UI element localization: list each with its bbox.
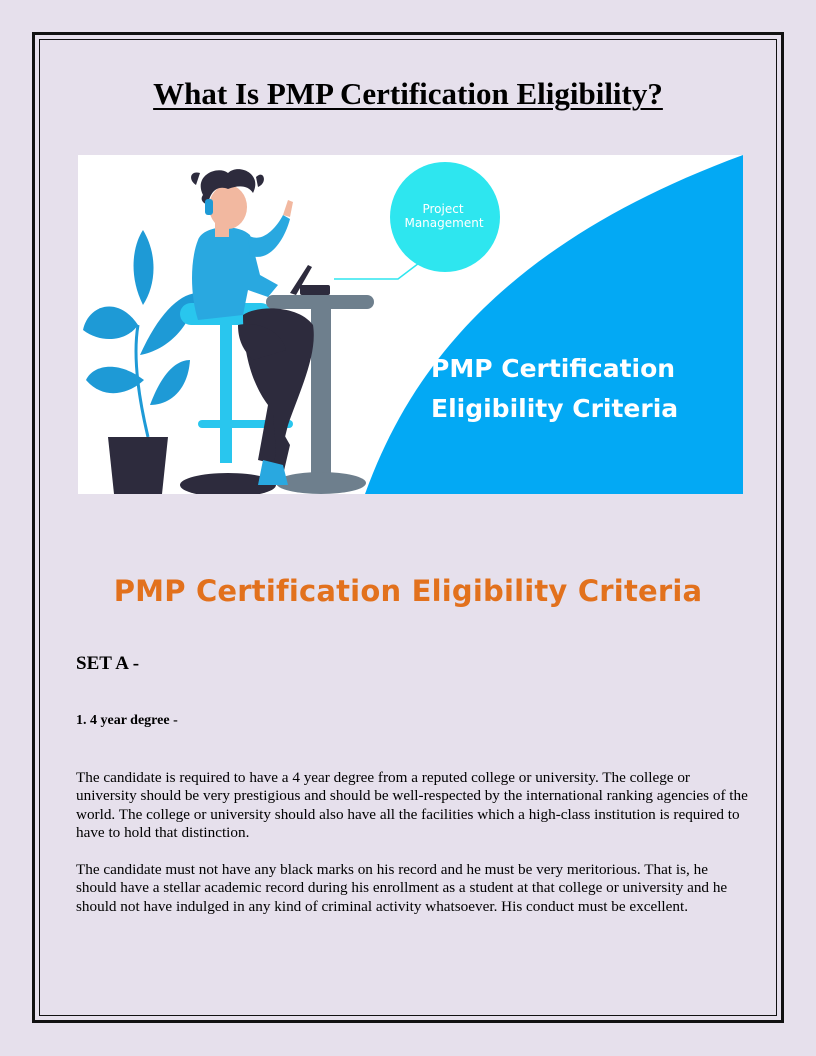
set-label: SET A - — [76, 653, 140, 674]
section-heading: PMP Certification Eligibility Criteria — [113, 574, 703, 608]
banner-image — [78, 155, 743, 494]
sub-label: 1. 4 year degree - — [76, 713, 178, 728]
plant-icon — [83, 230, 196, 494]
banner-headline-line1: PMP Certification — [431, 354, 676, 383]
paragraph-1: The candidate is required to have a 4 year degree from a reputed college or university. The college or university should be very prestigious and should be well-respected by the international ranking agencies of the world. The college or university should also have all the facilities which a high-class institution is required to have to hold that distinction. — [76, 769, 748, 842]
page-title: What Is PMP Certification Eligibility? — [153, 76, 663, 111]
banner-headline-line2: Eligibility Criteria — [431, 394, 679, 423]
paragraph-2: The candidate must not have any black marks on his record and he must be very meritorious. That is, he should have a stellar academic record during his enrollment as a student at that college or university and he should not have indulged in any kind of criminal activity whatsoever. His conduct must be excellent. — [76, 861, 728, 915]
banner-illustration — [78, 155, 743, 494]
bubble-text-line2: Management — [404, 216, 484, 230]
project-management-bubble — [334, 162, 500, 279]
person-icon — [191, 169, 314, 485]
bubble-text-line1: Project — [422, 202, 464, 216]
